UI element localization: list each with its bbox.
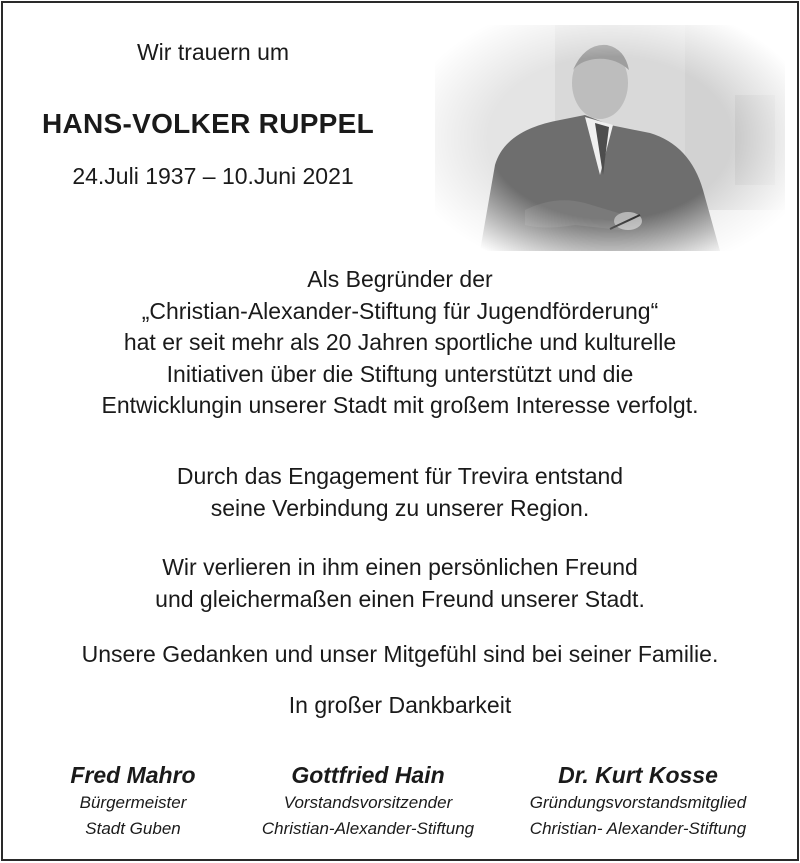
- signatory-role: Vorstandsvorsitzender: [283, 793, 453, 812]
- paragraph-family: [13, 639, 787, 671]
- text-line: hat er seit mehr als 20 Jahren sportliche und kulturelle: [123, 329, 677, 355]
- deceased-name: HANS-VOLKER RUPPEL: [41, 108, 375, 139]
- signatory-kosse: [493, 760, 783, 842]
- portrait-photo: [435, 25, 785, 251]
- life-dates: 24.Juli 1937 – 10.Juni 2021: [72, 163, 354, 189]
- signatory-name: Fred Mahro: [70, 762, 196, 788]
- signatory-org: Christian-Alexander-Stiftung: [261, 819, 475, 838]
- obituary-card: [1, 1, 799, 861]
- paragraph-founder: [13, 264, 787, 422]
- signatory-name: Dr. Kurt Kosse: [558, 762, 718, 788]
- signatory-role: Gründungsvorstandsmitglied: [529, 793, 747, 812]
- text-line: Wir verlieren in ihm einen persönlichen Freund: [162, 554, 638, 580]
- text-line: Als Begründer der: [307, 266, 493, 292]
- signatory-role: Bürgermeister: [79, 793, 187, 812]
- text-line: Initiativen über die Stiftung unterstützt und die: [166, 360, 634, 387]
- text-line: Entwicklungin unserer Stadt mit großem Interesse verfolgt.: [101, 392, 699, 418]
- signatory-org: Christian- Alexander-Stiftung: [529, 819, 747, 838]
- signatory-org: Stadt Guben: [85, 819, 181, 838]
- intro-text: Wir trauern um: [136, 39, 290, 65]
- paragraph-friend: [13, 552, 787, 615]
- signatory-name: Gottfried Hain: [291, 762, 445, 788]
- text-line: Unsere Gedanken und unser Mitgefühl sind bei seiner Familie.: [81, 641, 719, 667]
- signatory-hain: [223, 760, 513, 842]
- text-line: seine Verbindung zu unserer Region.: [210, 494, 590, 521]
- text-line: Durch das Engagement für Trevira entstand: [176, 463, 624, 489]
- text-line: und gleichermaßen einen Freund unserer Stadt.: [155, 585, 645, 612]
- portrait-photo-icon: [435, 25, 785, 251]
- text-line: „Christian-Alexander-Stiftung für Jugendförderung“: [141, 297, 659, 324]
- closing-text: In großer Dankbarkeit: [288, 692, 512, 718]
- signatory-mahro: [33, 760, 233, 842]
- paragraph-trevira: [13, 461, 787, 524]
